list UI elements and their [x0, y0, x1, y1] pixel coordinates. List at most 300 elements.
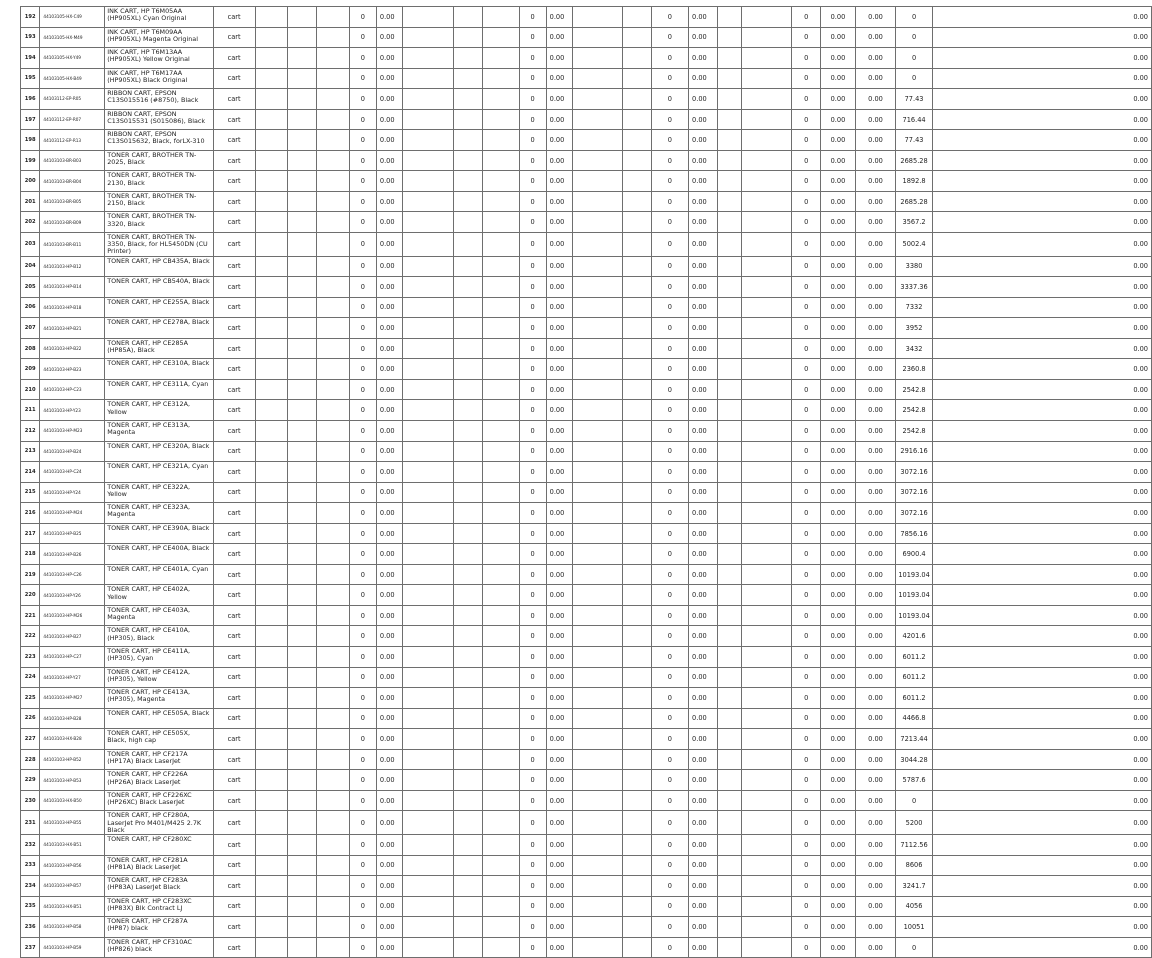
cell-q3: 0: [651, 503, 688, 524]
cell-empty: [482, 544, 519, 565]
table-row: [21, 811, 1152, 835]
cell-empty: [717, 130, 741, 151]
cell-empty: [453, 876, 482, 897]
cell-a3: 0.00: [689, 937, 718, 958]
cell-q4: 0: [792, 605, 821, 626]
cell-empty: [402, 462, 453, 483]
cell-empty: [572, 626, 622, 647]
cell-desc: RIBBON CART, EPSON C13S015531 (S015086), Black: [105, 109, 213, 130]
cell-empty: [741, 855, 792, 876]
cell-total: 0.00: [932, 233, 1151, 257]
cell-unit: cart: [213, 790, 255, 811]
cell-empty: [255, 256, 288, 277]
cell-empty: [453, 7, 482, 28]
cell-a3: 0.00: [689, 482, 718, 503]
table-row: [21, 68, 1152, 89]
cell-q1: 0: [349, 605, 376, 626]
cell-empty: [317, 626, 350, 647]
cell-empty: [717, 729, 741, 750]
cell-q4: 0: [792, 130, 821, 151]
cell-empty: [288, 89, 317, 110]
cell-empty: [482, 277, 519, 298]
cell-total: 0.00: [932, 729, 1151, 750]
cell-empty: [317, 917, 350, 938]
table-row: [21, 109, 1152, 130]
cell-empty: [622, 359, 651, 380]
cell-q2: 0: [519, 130, 546, 151]
cell-a5: 0.00: [855, 708, 896, 729]
cell-empty: [402, 708, 453, 729]
cell-q1: 0: [349, 855, 376, 876]
cell-no: 219: [21, 564, 40, 585]
cell-q1: 0: [349, 27, 376, 48]
cell-empty: [288, 626, 317, 647]
cell-empty: [482, 708, 519, 729]
cell-desc: TONER CART, HP CE505A, Black: [105, 708, 213, 729]
cell-no: 220: [21, 585, 40, 606]
cell-empty: [453, 297, 482, 318]
cell-total: 0.00: [932, 212, 1151, 233]
cell-empty: [717, 150, 741, 171]
cell-empty: [741, 421, 792, 442]
cell-a4: 0.00: [821, 708, 856, 729]
cell-no: 233: [21, 855, 40, 876]
cell-q3: 0: [651, 256, 688, 277]
cell-empty: [572, 318, 622, 339]
cell-a2: 0.00: [546, 318, 572, 339]
cell-q4: 0: [792, 400, 821, 421]
cell-empty: [741, 626, 792, 647]
cell-empty: [453, 256, 482, 277]
cell-code: 44103103-HP-B58: [40, 917, 105, 938]
cell-empty: [741, 89, 792, 110]
cell-empty: [482, 564, 519, 585]
cell-empty: [572, 811, 622, 835]
table-row: [21, 896, 1152, 917]
table-row: [21, 729, 1152, 750]
cell-a1: 0.00: [376, 585, 402, 606]
cell-a1: 0.00: [376, 855, 402, 876]
cell-a1: 0.00: [376, 626, 402, 647]
cell-empty: [717, 400, 741, 421]
table-body: [21, 7, 1152, 958]
cell-q2: 0: [519, 400, 546, 421]
cell-q2: 0: [519, 937, 546, 958]
cell-empty: [572, 359, 622, 380]
cell-empty: [572, 109, 622, 130]
cell-desc: TONER CART, BROTHER TN-2150, Black: [105, 191, 213, 212]
cell-empty: [402, 937, 453, 958]
cell-total: 0.00: [932, 318, 1151, 339]
cell-a3: 0.00: [689, 523, 718, 544]
cell-a2: 0.00: [546, 89, 572, 110]
cell-q3: 0: [651, 523, 688, 544]
table-row: [21, 400, 1152, 421]
cell-a4: 0.00: [821, 27, 856, 48]
cell-desc: TONER CART, HP CE413A, (HP305), Magenta: [105, 688, 213, 709]
cell-code: 44103103-HP-M27: [40, 688, 105, 709]
cell-empty: [453, 27, 482, 48]
cell-a4: 0.00: [821, 171, 856, 192]
cell-empty: [255, 277, 288, 298]
cell-empty: [572, 441, 622, 462]
cell-q4: 0: [792, 462, 821, 483]
cell-empty: [622, 89, 651, 110]
cell-q4: 0: [792, 338, 821, 359]
cell-q2: 0: [519, 27, 546, 48]
cell-empty: [317, 876, 350, 897]
cell-empty: [741, 277, 792, 298]
cell-a2: 0.00: [546, 130, 572, 151]
cell-empty: [622, 790, 651, 811]
cell-empty: [717, 7, 741, 28]
cell-empty: [572, 400, 622, 421]
cell-empty: [317, 171, 350, 192]
cell-empty: [255, 647, 288, 668]
cell-no: 217: [21, 523, 40, 544]
cell-a5: 0.00: [855, 749, 896, 770]
cell-empty: [482, 482, 519, 503]
cell-price: 5002.4: [896, 233, 932, 257]
cell-empty: [402, 811, 453, 835]
table-row: [21, 770, 1152, 791]
cell-empty: [717, 605, 741, 626]
cell-a3: 0.00: [689, 48, 718, 69]
cell-empty: [717, 544, 741, 565]
cell-q1: 0: [349, 811, 376, 835]
cell-empty: [255, 811, 288, 835]
cell-q2: 0: [519, 626, 546, 647]
cell-a5: 0.00: [855, 48, 896, 69]
cell-empty: [255, 937, 288, 958]
cell-empty: [255, 503, 288, 524]
cell-a4: 0.00: [821, 790, 856, 811]
cell-a5: 0.00: [855, 171, 896, 192]
cell-q4: 0: [792, 191, 821, 212]
cell-q4: 0: [792, 421, 821, 442]
cell-unit: cart: [213, 277, 255, 298]
cell-empty: [255, 605, 288, 626]
cell-a4: 0.00: [821, 359, 856, 380]
cell-empty: [482, 338, 519, 359]
cell-q3: 0: [651, 667, 688, 688]
cell-q4: 0: [792, 48, 821, 69]
cell-a1: 0.00: [376, 667, 402, 688]
cell-empty: [288, 27, 317, 48]
cell-empty: [255, 564, 288, 585]
cell-unit: cart: [213, 523, 255, 544]
cell-empty: [402, 790, 453, 811]
cell-empty: [741, 7, 792, 28]
cell-empty: [482, 626, 519, 647]
cell-empty: [482, 647, 519, 668]
cell-unit: cart: [213, 359, 255, 380]
cell-total: 0.00: [932, 171, 1151, 192]
cell-empty: [317, 688, 350, 709]
cell-a2: 0.00: [546, 7, 572, 28]
cell-price: 1892.8: [896, 171, 932, 192]
cell-no: 215: [21, 482, 40, 503]
cell-empty: [453, 749, 482, 770]
cell-q3: 0: [651, 441, 688, 462]
cell-q1: 0: [349, 647, 376, 668]
cell-a1: 0.00: [376, 647, 402, 668]
cell-q2: 0: [519, 544, 546, 565]
cell-a2: 0.00: [546, 212, 572, 233]
cell-q1: 0: [349, 917, 376, 938]
cell-a2: 0.00: [546, 482, 572, 503]
cell-q3: 0: [651, 749, 688, 770]
cell-empty: [288, 68, 317, 89]
cell-a2: 0.00: [546, 729, 572, 750]
cell-price: 0: [896, 937, 932, 958]
cell-empty: [288, 379, 317, 400]
cell-no: 193: [21, 27, 40, 48]
cell-empty: [622, 297, 651, 318]
cell-a4: 0.00: [821, 277, 856, 298]
cell-a4: 0.00: [821, 835, 856, 856]
cell-price: 2360.8: [896, 359, 932, 380]
cell-a4: 0.00: [821, 68, 856, 89]
cell-empty: [402, 896, 453, 917]
cell-a2: 0.00: [546, 855, 572, 876]
cell-q2: 0: [519, 171, 546, 192]
cell-unit: cart: [213, 835, 255, 856]
cell-no: 210: [21, 379, 40, 400]
cell-empty: [288, 544, 317, 565]
cell-no: 213: [21, 441, 40, 462]
cell-q3: 0: [651, 27, 688, 48]
cell-empty: [317, 729, 350, 750]
cell-price: 77.43: [896, 130, 932, 151]
cell-a5: 0.00: [855, 68, 896, 89]
cell-a1: 0.00: [376, 462, 402, 483]
cell-empty: [622, 749, 651, 770]
cell-empty: [622, 171, 651, 192]
cell-empty: [288, 130, 317, 151]
cell-q1: 0: [349, 585, 376, 606]
cell-empty: [741, 688, 792, 709]
cell-price: 5787.6: [896, 770, 932, 791]
cell-no: 211: [21, 400, 40, 421]
cell-unit: cart: [213, 421, 255, 442]
cell-empty: [622, 811, 651, 835]
cell-empty: [288, 896, 317, 917]
cell-empty: [317, 7, 350, 28]
cell-total: 0.00: [932, 688, 1151, 709]
cell-a5: 0.00: [855, 626, 896, 647]
cell-total: 0.00: [932, 89, 1151, 110]
table-row: [21, 749, 1152, 770]
cell-code: 44103103-BR-B04: [40, 171, 105, 192]
cell-empty: [453, 109, 482, 130]
cell-a5: 0.00: [855, 770, 896, 791]
cell-empty: [453, 318, 482, 339]
cell-empty: [255, 729, 288, 750]
cell-empty: [453, 647, 482, 668]
cell-empty: [572, 729, 622, 750]
cell-no: 196: [21, 89, 40, 110]
cell-empty: [317, 503, 350, 524]
cell-unit: cart: [213, 48, 255, 69]
cell-empty: [717, 503, 741, 524]
cell-empty: [741, 379, 792, 400]
cell-empty: [482, 318, 519, 339]
cell-a5: 0.00: [855, 109, 896, 130]
cell-empty: [741, 212, 792, 233]
cell-empty: [402, 421, 453, 442]
cell-a1: 0.00: [376, 482, 402, 503]
cell-a3: 0.00: [689, 688, 718, 709]
cell-a3: 0.00: [689, 896, 718, 917]
cell-a3: 0.00: [689, 855, 718, 876]
cell-empty: [317, 482, 350, 503]
cell-a3: 0.00: [689, 359, 718, 380]
cell-total: 0.00: [932, 297, 1151, 318]
cell-no: 209: [21, 359, 40, 380]
cell-unit: cart: [213, 212, 255, 233]
cell-desc: TONER CART, HP CE403A, Magenta: [105, 605, 213, 626]
cell-empty: [402, 379, 453, 400]
cell-a5: 0.00: [855, 441, 896, 462]
cell-empty: [288, 109, 317, 130]
cell-a4: 0.00: [821, 379, 856, 400]
cell-q3: 0: [651, 482, 688, 503]
cell-empty: [402, 917, 453, 938]
cell-empty: [453, 130, 482, 151]
cell-total: 0.00: [932, 917, 1151, 938]
cell-a2: 0.00: [546, 626, 572, 647]
cell-a3: 0.00: [689, 277, 718, 298]
cell-empty: [741, 544, 792, 565]
cell-q2: 0: [519, 89, 546, 110]
cell-q2: 0: [519, 150, 546, 171]
cell-empty: [741, 876, 792, 897]
cell-empty: [572, 379, 622, 400]
cell-a2: 0.00: [546, 462, 572, 483]
cell-empty: [482, 421, 519, 442]
cell-empty: [572, 876, 622, 897]
cell-desc: TONER CART, HP CE390A, Black: [105, 523, 213, 544]
cell-price: 3952: [896, 318, 932, 339]
cell-empty: [317, 441, 350, 462]
cell-empty: [402, 109, 453, 130]
cell-empty: [622, 585, 651, 606]
cell-empty: [741, 790, 792, 811]
cell-q4: 0: [792, 544, 821, 565]
cell-empty: [572, 277, 622, 298]
cell-empty: [717, 233, 741, 257]
cell-a3: 0.00: [689, 876, 718, 897]
cell-empty: [572, 564, 622, 585]
cell-q2: 0: [519, 109, 546, 130]
cell-q3: 0: [651, 150, 688, 171]
cell-a3: 0.00: [689, 191, 718, 212]
table-row: [21, 708, 1152, 729]
cell-empty: [255, 338, 288, 359]
cell-q3: 0: [651, 359, 688, 380]
cell-total: 0.00: [932, 441, 1151, 462]
cell-empty: [717, 585, 741, 606]
cell-empty: [572, 708, 622, 729]
cell-empty: [402, 48, 453, 69]
cell-empty: [453, 667, 482, 688]
cell-price: 8606: [896, 855, 932, 876]
cell-price: 77.43: [896, 89, 932, 110]
cell-no: 229: [21, 770, 40, 791]
cell-q4: 0: [792, 835, 821, 856]
cell-price: 3380: [896, 256, 932, 277]
cell-q3: 0: [651, 729, 688, 750]
cell-q2: 0: [519, 811, 546, 835]
cell-empty: [717, 318, 741, 339]
cell-q4: 0: [792, 708, 821, 729]
cell-a2: 0.00: [546, 811, 572, 835]
cell-code: 44103103-BR-B11: [40, 233, 105, 257]
cell-empty: [622, 421, 651, 442]
cell-q1: 0: [349, 421, 376, 442]
cell-a5: 0.00: [855, 523, 896, 544]
cell-code: 44103105-HX-M49: [40, 27, 105, 48]
cell-empty: [402, 564, 453, 585]
cell-price: 716.44: [896, 109, 932, 130]
cell-q3: 0: [651, 233, 688, 257]
cell-unit: cart: [213, 811, 255, 835]
cell-empty: [717, 708, 741, 729]
cell-q2: 0: [519, 277, 546, 298]
table-row: [21, 626, 1152, 647]
cell-a3: 0.00: [689, 811, 718, 835]
cell-a2: 0.00: [546, 835, 572, 856]
cell-empty: [255, 770, 288, 791]
cell-a5: 0.00: [855, 647, 896, 668]
cell-empty: [741, 297, 792, 318]
cell-empty: [717, 277, 741, 298]
cell-a1: 0.00: [376, 749, 402, 770]
cell-q3: 0: [651, 277, 688, 298]
table-row: [21, 359, 1152, 380]
cell-price: 10051: [896, 917, 932, 938]
cell-empty: [717, 441, 741, 462]
table-row: [21, 379, 1152, 400]
cell-q4: 0: [792, 729, 821, 750]
cell-a5: 0.00: [855, 688, 896, 709]
cell-q3: 0: [651, 89, 688, 110]
cell-empty: [717, 359, 741, 380]
cell-desc: TONER CART, HP CF283A (HP83A) LaserJet Black: [105, 876, 213, 897]
cell-empty: [453, 338, 482, 359]
cell-total: 0.00: [932, 400, 1151, 421]
cell-q2: 0: [519, 605, 546, 626]
cell-q4: 0: [792, 876, 821, 897]
cell-empty: [317, 109, 350, 130]
cell-empty: [255, 130, 288, 151]
cell-unit: cart: [213, 338, 255, 359]
cell-no: 200: [21, 171, 40, 192]
cell-q1: 0: [349, 379, 376, 400]
cell-q1: 0: [349, 48, 376, 69]
cell-empty: [317, 708, 350, 729]
cell-q4: 0: [792, 68, 821, 89]
cell-empty: [572, 462, 622, 483]
cell-code: 44103103-HP-C24: [40, 462, 105, 483]
cell-a5: 0.00: [855, 379, 896, 400]
cell-empty: [402, 191, 453, 212]
cell-desc: TONER CART, HP CF280A, LaserJet Pro M401/M425 2.7K Black: [105, 811, 213, 835]
table-row: [21, 212, 1152, 233]
cell-a3: 0.00: [689, 338, 718, 359]
cell-q2: 0: [519, 896, 546, 917]
